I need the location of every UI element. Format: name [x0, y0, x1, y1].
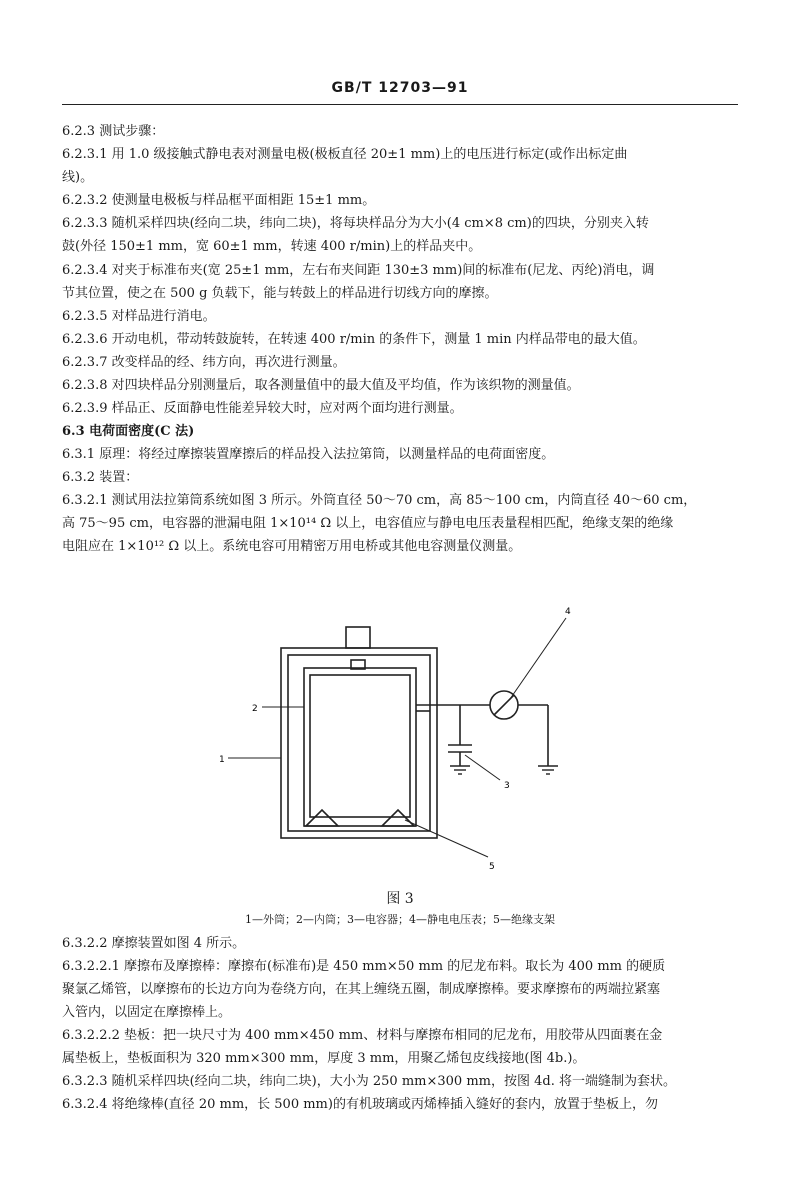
text-line: 线)。 — [62, 170, 94, 185]
text-line: 6.2.3.4 对夹于标准布夹(宽 25±1 mm，左右布夹间距 130±3 mm)间的标准布(尼龙、丙纶)消电，调 — [62, 263, 655, 278]
inner-cylinder-inner-wall — [310, 675, 410, 817]
text-line: 6.2.3.8 对四块样品分别测量后，取各测量值中的最大值及平均值，作为该织物的测量值。 — [62, 378, 580, 393]
text-line: 6.3.2.1 测试用法拉第筒系统如图 3 所示。外筒直径 50～70 cm，高 85～100 cm，内筒直径 40～60 cm， — [62, 493, 697, 508]
text-line: 6.2.3.3 随机采样四块(经向二块，纬向二块)，将每块样品分为大小(4 cm×8 cm)的四块，分别夹入转 — [62, 216, 649, 231]
ground-symbols — [450, 766, 558, 774]
text-line: 6.3.2.2.1 摩擦布及摩擦棒：摩擦布(标准布)是 450 mm×50 mm 的尼龙布料。取长为 400 mm 的硬质 — [62, 959, 666, 974]
faraday-cup-diagram — [200, 598, 600, 888]
text-line: 电阻应在 1×10¹² Ω 以上。系统电容可用精密万用电桥或其他电容测量仪测量。 — [62, 539, 522, 554]
text-line: 6.3.2.2.2 垫板：把一块尺寸为 400 mm×450 mm、材料与摩擦布相同的尼龙布，用胶带从四面裹在金 — [62, 1028, 663, 1043]
text-line: 6.3.2 装置： — [62, 470, 139, 485]
header-rule — [62, 104, 738, 105]
inner-cylinder — [304, 668, 416, 826]
text-line: 6.3.2.2 摩擦装置如图 4 所示。 — [62, 936, 246, 951]
label-2: 2 — [252, 704, 258, 714]
label-3: 3 — [504, 781, 510, 791]
text-line: 6.3.2.3 随机采样四块(经向二块，纬向二块)，大小为 250 mm×300 mm，按图 4d. 将一端缝制为套状。 — [62, 1074, 676, 1089]
text-line: 6.2.3.6 开动电机，带动转鼓旋转，在转速 400 r/min 的条件下，测量 1 min 内样品带电的最大值。 — [62, 332, 646, 347]
text-line: 6.3.1 原理：将经过摩擦装置摩擦后的样品投入法拉第筒，以测量样品的电荷面密度。 — [62, 447, 555, 462]
figure-legend: 1—外筒；2—内筒；3—电容器；4—静电电压表；5—绝缘支架 — [245, 913, 555, 926]
label-5: 5 — [489, 862, 495, 872]
figure-title: 图 3 — [386, 891, 414, 907]
outer-lid-knob — [346, 627, 370, 648]
label-4: 4 — [565, 607, 571, 617]
page-header: GB/T 12703—91 — [331, 80, 469, 96]
text-line: 6.3.2.4 将绝缘棒(直径 20 mm，长 500 mm)的有机玻璃或丙烯棒插入缝好的套内，放置于垫板上，勿 — [62, 1097, 658, 1112]
text-line: 聚氯乙烯管，以摩擦布的长边方向为卷绕方向，在其上缠绕五圈，制成摩擦棒。要求摩擦布的两端拉紧塞 — [62, 982, 661, 997]
text-line: 入管内，以固定在摩擦棒上。 — [62, 1005, 232, 1020]
text-line: 6.2.3 测试步骤： — [62, 124, 165, 139]
text-line: 高 75～95 cm，电容器的泄漏电阻 1×10¹⁴ Ω 以上，电容值应与静电电压表量程相匹配，绝缘支架的绝缘 — [62, 516, 674, 531]
text-line: 属垫板上，垫板面积为 320 mm×300 mm，厚度 3 mm，用聚乙烯包皮线接地(图 4b.)。 — [62, 1051, 586, 1066]
text-line: 6.2.3.2 使测量电极板与样品框平面相距 15±1 mm。 — [62, 193, 376, 208]
label-1: 1 — [219, 755, 225, 765]
text-line: 6.2.3.1 用 1.0 级接触式静电表对测量电极(极板直径 20±1 mm)上的电压进行标定(或作出标定曲 — [62, 147, 628, 162]
text-line: 6.2.3.9 样品正、反面静电性能差异较大时，应对两个面均进行测量。 — [62, 401, 463, 416]
text-line: 节其位置，使之在 500 g 负载下，能与转鼓上的样品进行切线方向的摩擦。 — [62, 286, 498, 301]
text-line: 鼓(外径 150±1 mm，宽 60±1 mm，转速 400 r/min)上的样品夹中。 — [62, 239, 482, 254]
text-line: 6.2.3.5 对样品进行消电。 — [62, 309, 216, 324]
text-line: 6.2.3.7 改变样品的经、纬方向，再次进行测量。 — [62, 355, 346, 370]
section-heading: 6.3 电荷面密度(C 法) — [62, 424, 195, 439]
